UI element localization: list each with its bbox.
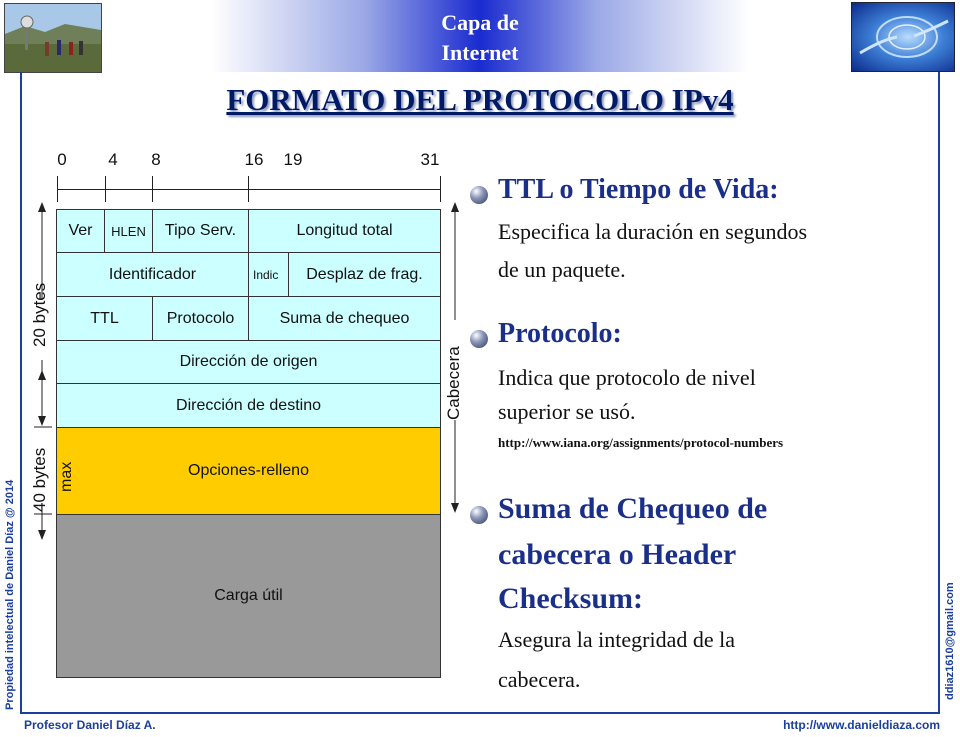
bit-tick: 16	[244, 150, 264, 169]
slide-section-title	[405, 8, 555, 68]
ttl-heading: TTL o Tiempo de Vida:	[498, 174, 779, 205]
protocol-body-line2: superior se usó.	[498, 399, 636, 424]
field-fragment-offset: Desplaz de frag.	[288, 252, 441, 297]
field-protocol: Protocolo	[152, 296, 249, 341]
ttl-body-line1: Especifica la duración en segundos	[498, 219, 808, 244]
checksum-body-line2: cabecera.	[498, 667, 581, 692]
field-photo	[4, 3, 102, 73]
bullet-icon	[470, 186, 488, 204]
field-photo-illustration	[5, 4, 101, 72]
email-vertical: ddiaz1610@gmail.com	[944, 582, 956, 700]
field-hlen: HLEN	[104, 209, 153, 253]
checksum-heading-line1: Suma de Chequeo de	[498, 492, 768, 525]
section-title-line2: Internet	[441, 40, 519, 65]
page-title: FORMATO DEL PROTOCOLO IPv4	[226, 82, 734, 117]
field-version: Ver	[56, 209, 105, 253]
bit-tick: 8	[151, 150, 161, 169]
iana-link[interactable]: http://www.iana.org/assignments/protocol-numbers	[498, 435, 784, 450]
footer-url: http://www.danieldiaza.com	[783, 718, 940, 732]
field-ttl: TTL	[56, 296, 153, 341]
bit-tick: 31	[420, 150, 440, 169]
bit-tick: 0	[57, 150, 67, 169]
frame-bottom-line	[20, 712, 940, 714]
bit-ruler-tick	[57, 176, 58, 202]
protocol-body-line1: Indica que protocolo de nivel	[498, 365, 756, 390]
protocol-heading: Protocolo:	[498, 318, 622, 349]
max-label: max	[58, 461, 75, 492]
field-total-length: Longitud total	[248, 209, 441, 253]
field-source-address: Dirección de origen	[56, 340, 441, 384]
frame-left-line	[20, 72, 22, 712]
bit-tick: 19	[283, 150, 303, 169]
footer-author: Profesor Daniel Díaz A.	[24, 718, 156, 732]
field-identifier: Identificador	[56, 252, 249, 297]
bullet-icon	[470, 330, 488, 348]
field-options-padding: Opciones-relleno	[56, 427, 441, 515]
copyright-vertical: Propiedad intelectual de Daniel Díaz @ 2014	[4, 479, 16, 710]
field-header-checksum: Suma de chequeo	[248, 296, 441, 341]
digital-hands-image	[851, 2, 955, 72]
checksum-heading-line3: Checksum:	[498, 582, 644, 615]
section-title-line1: Capa de	[441, 10, 519, 35]
bit-tick: 4	[108, 150, 118, 169]
twenty-bytes-label: 20 bytes	[30, 282, 49, 347]
field-payload: Carga útil	[56, 514, 441, 678]
digital-hands-illustration	[852, 3, 954, 71]
cabecera-label: Cabecera	[444, 346, 463, 420]
field-flags: Indic	[248, 252, 289, 297]
forty-bytes-label: 40 bytes	[30, 447, 49, 512]
field-type-of-service: Tipo Serv.	[152, 209, 249, 253]
ttl-body-line2: de un paquete.	[498, 257, 626, 282]
bit-ruler-tick	[248, 176, 249, 202]
bullet-icon	[470, 506, 488, 524]
checksum-heading-line2: cabecera o Header	[498, 538, 737, 571]
bit-ruler-tick	[105, 176, 106, 202]
bit-ruler-tick	[152, 176, 153, 202]
field-destination-address: Dirección de destino	[56, 383, 441, 428]
checksum-body-line1: Asegura la integridad de la	[498, 627, 736, 652]
bit-ruler-tick	[440, 176, 441, 202]
frame-right-line	[938, 72, 940, 714]
